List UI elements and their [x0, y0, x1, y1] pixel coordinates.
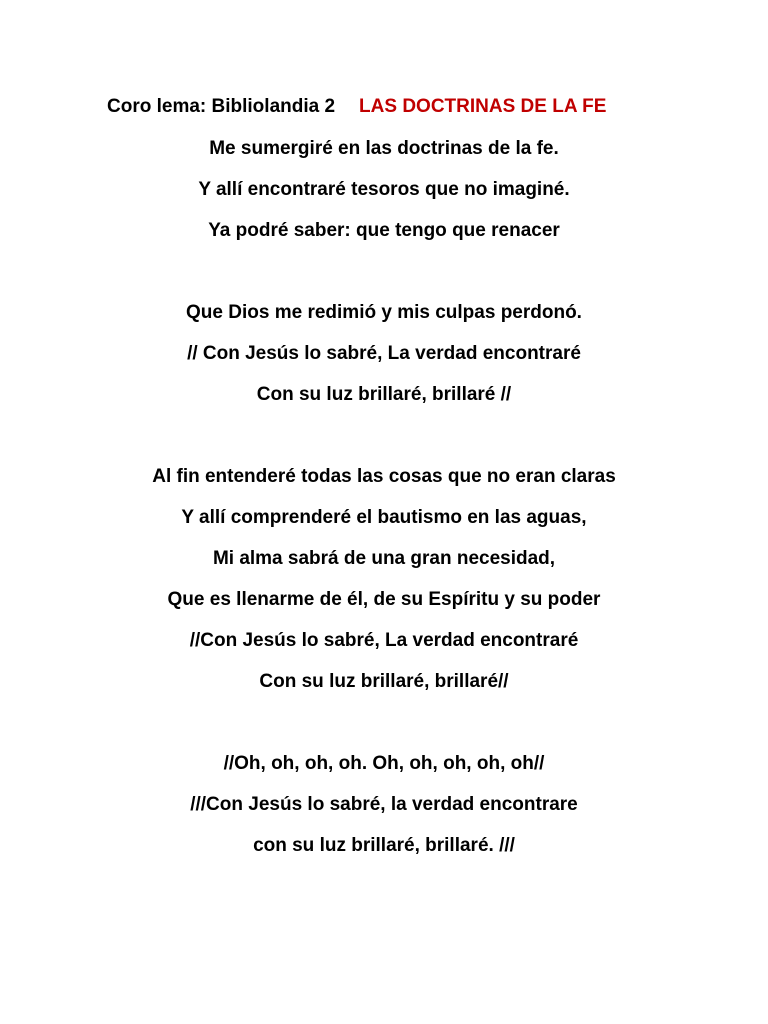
lyric-line: Y allí encontraré tesoros que no imaginé. — [198, 179, 570, 200]
lyric-line: //Oh, oh, oh, oh. Oh, oh, oh, oh, oh// — [223, 753, 545, 774]
lyric-line: con su luz brillaré, brillaré. /// — [253, 835, 515, 856]
lyric-line: Con su luz brillaré, brillaré// — [259, 671, 509, 692]
stanza-2 — [0, 292, 768, 415]
song-title: LAS DOCTRINAS DE LA FE — [359, 96, 607, 117]
lyric-line: Mi alma sabrá de una gran necesidad, — [212, 548, 556, 569]
stanza-3 — [0, 456, 768, 702]
song-heading — [107, 95, 606, 119]
lyric-line: Y allí comprenderé el bautismo en las aguas, — [181, 507, 587, 528]
lyric-line: Al fin entenderé todas las cosas que no eran claras — [152, 466, 616, 487]
lyric-line: Me sumergiré en las doctrinas de la fe. — [209, 138, 559, 159]
lyric-line: Que Dios me redimió y mis culpas perdonó. — [186, 302, 582, 323]
lyric-line: Con su luz brillaré, brillaré // — [256, 384, 512, 405]
stanza-1 — [0, 128, 768, 251]
lyric-line: //Con Jesús lo sabré, La verdad encontraré — [189, 630, 579, 651]
lyric-line: Que es llenarme de él, de su Espíritu y su poder — [167, 589, 601, 610]
lyric-line: Ya podré saber: que tengo que renacer — [208, 220, 560, 241]
lyric-line: // Con Jesús lo sabré, La verdad encontraré — [187, 343, 581, 364]
stanza-4 — [0, 743, 768, 866]
chorus-label: Coro lema: Bibliolandia 2 — [107, 96, 336, 117]
lyric-line: ///Con Jesús lo sabré, la verdad encontrare — [190, 794, 578, 815]
